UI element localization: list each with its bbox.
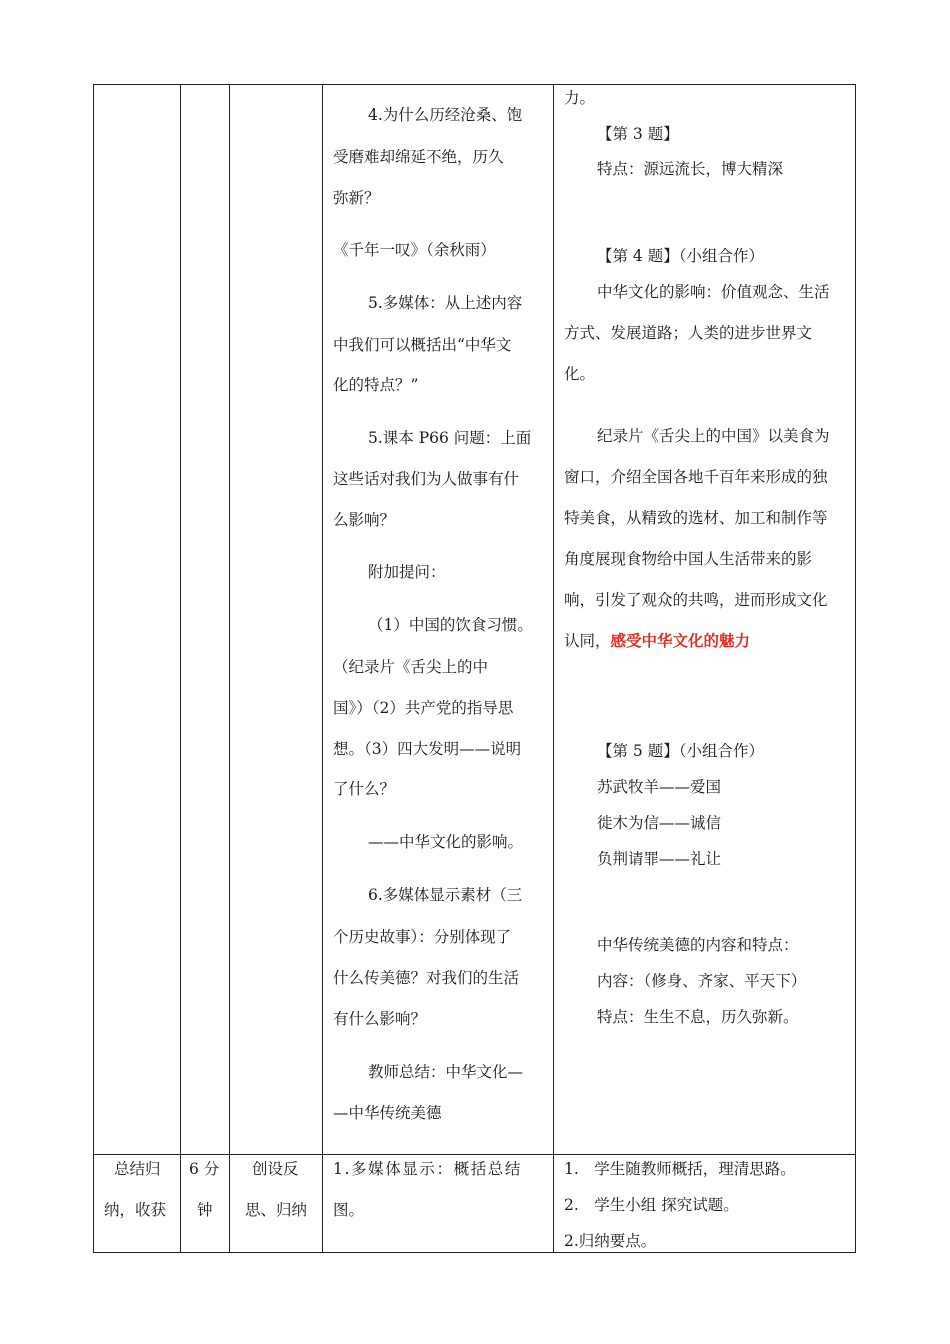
cell-text: 1.多媒体显示：概括总结 (333, 1160, 522, 1178)
cell-text: 力。 (564, 89, 596, 107)
cell-text: 2.归纳要点。 (564, 1232, 657, 1250)
cell-text: 什么传美德？对我们的生活 (333, 969, 520, 987)
cell-text: 图。 (333, 1201, 365, 1219)
column-divider (180, 84, 181, 1253)
highlight-text: 感受中华文化的魅力 (610, 631, 751, 650)
column-divider (322, 84, 323, 1253)
column-divider (229, 84, 230, 1253)
cell-text: （1）中国的饮食习惯。 (368, 616, 533, 634)
cell-text: 5.课本 P66 问题：上面 (368, 429, 532, 447)
cell-text: 总结归 (114, 1160, 161, 1178)
cell-text: 负荆请罪——礼让 (597, 850, 722, 868)
cell-text: 徙木为信——诚信 (597, 814, 722, 832)
cell-text: 2. 学生小组 探究试题。 (564, 1196, 739, 1214)
cell-text: 想。（3）四大发明——说明 (333, 740, 522, 758)
cell-text: （纪录片《舌尖上的中 (333, 658, 489, 676)
cell-text: 1. 学生随教师概括，理清思路。 (564, 1160, 796, 1178)
cell-text: 《千年一叹》（余秋雨） (333, 241, 496, 259)
column-divider (553, 84, 554, 1253)
row-divider (93, 1154, 856, 1155)
cell-text: 苏武牧羊——爱国 (597, 778, 722, 796)
cell-text: —中华传统美德 (333, 1104, 442, 1122)
cell-text: 中华传统美德的内容和特点： (597, 936, 799, 954)
cell-text: 特点：生生不息，历久弥新。 (597, 1008, 799, 1026)
cell-text: 响，引发了观众的共鸣，进而形成文化 (564, 591, 828, 609)
cell-text (564, 631, 750, 651)
cell-text: 中华文化的影响：价值观念、生活 (597, 283, 830, 301)
cell-text: 这些话对我们为人做事有什 (333, 470, 520, 488)
cell-text: 附加提问： (368, 563, 446, 581)
cell-text: 么影响？ (333, 511, 396, 529)
cell-text: 受磨难却绵延不绝，历久 (333, 148, 504, 166)
cell-text: 5.多媒体：从上述内容 (368, 294, 523, 312)
cell-text: 特美食，从精致的选材、加工和制作等 (564, 509, 828, 527)
cell-text: 内容：（修身、齐家、平天下） (597, 972, 807, 990)
cell-text: 化的特点？” (333, 376, 419, 394)
cell-text: 纳，收获 (104, 1201, 167, 1219)
cell-text: 教师总结：中华文化— (368, 1063, 524, 1081)
cell-text: 4.为什么历经沧桑、饱 (368, 106, 523, 124)
cell-text: 6 分 (189, 1160, 220, 1178)
cell-text: 个历史故事）：分别体现了 (333, 928, 512, 946)
cell-text: 化。 (564, 365, 596, 383)
cell-text: 方式、发展道路；人类的进步世界文 (564, 324, 813, 342)
cell-text: 弥新？ (333, 189, 380, 207)
cell-text: 【第 3 题】 (597, 125, 679, 143)
cell-text: 窗口，介绍全国各地千百年来形成的独 (564, 468, 828, 486)
cell-text: 【第 4 题】（小组合作） (597, 247, 764, 265)
cell-text: 钟 (197, 1201, 213, 1219)
cell-text-part: 认同， (564, 632, 611, 650)
cell-text: 思、归纳 (245, 1201, 308, 1219)
cell-text: 国》）（2）共产党的指导思 (333, 699, 514, 717)
cell-text: 有什么影响？ (333, 1010, 427, 1028)
cell-text: 了什么？ (333, 780, 396, 798)
cell-text: ——中华文化的影响。 (368, 833, 524, 851)
cell-text: 中我们可以概括出“中华文 (333, 336, 512, 354)
cell-text: 特点：源远流长，博大精深 (597, 160, 784, 178)
cell-text: 创设反 (252, 1160, 299, 1178)
cell-text: 角度展现食物给中国人生活带来的影 (564, 550, 813, 568)
cell-text: 【第 5 题】（小组合作） (597, 742, 764, 760)
cell-text: 6.多媒体显示素材（三 (368, 886, 523, 904)
cell-text: 纪录片《舌尖上的中国》以美食为 (597, 427, 830, 445)
